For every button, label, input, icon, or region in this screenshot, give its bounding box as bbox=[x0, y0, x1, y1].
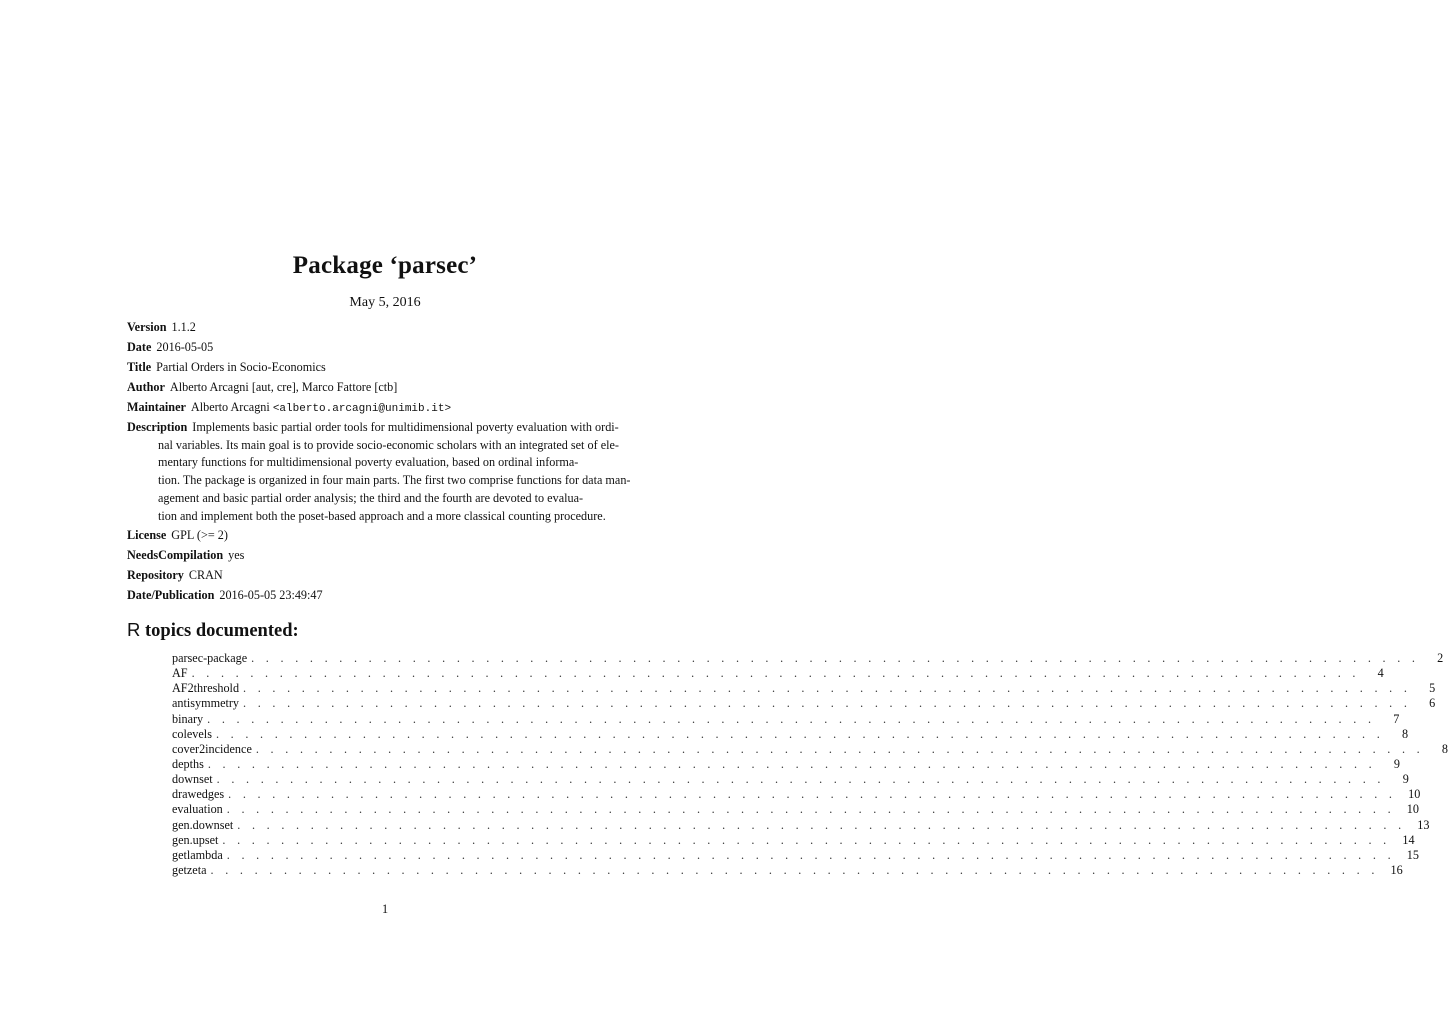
field-needs-compilation bbox=[127, 545, 647, 565]
table-of-contents bbox=[172, 651, 1448, 878]
toc-leader-dots: . . . . . . . . . . . . . . . . . . . . . . . . . . . . . . . . . . . . . . . . . . . . . . . . . . . . . . . . . . . . . . . . . . . . . . . . . . . . . . . . bbox=[226, 802, 1395, 817]
toc-entry[interactable] bbox=[172, 772, 1409, 787]
toc-entry[interactable] bbox=[172, 802, 1419, 817]
toc-entry[interactable] bbox=[172, 726, 1409, 742]
field-value: CRAN bbox=[188, 568, 223, 583]
description-fields bbox=[127, 317, 647, 605]
field-label: Version bbox=[127, 320, 167, 334]
toc-entry-name: AF bbox=[172, 666, 188, 681]
toc-entry-page: 15 bbox=[1406, 847, 1419, 862]
toc-entry[interactable] bbox=[172, 681, 1436, 696]
toc-leader-dots: . . . . . . . . . . . . . . . . . . . . . . . . . . . . . . . . . . . . . . . . . . . . . . . . . . . . . . . . . . . . . . . . . . . . . . . . . . . . . . . . bbox=[222, 832, 1391, 847]
field-value: 1.1.2 bbox=[171, 320, 196, 334]
topics-heading bbox=[127, 619, 299, 642]
toc-entry-page: 4 bbox=[1377, 666, 1384, 681]
toc-leader-dots: . . . . . . . . . . . . . . . . . . . . . . . . . . . . . . . . . . . . . . . . . . . . . . . . . . . . . . . . . . . . . . . . . . . . . . . . . . . . . . . . bbox=[210, 862, 1379, 877]
field-label: NeedsCompilation bbox=[127, 548, 224, 563]
field-value: GPL (>= 2) bbox=[171, 528, 228, 543]
field-description bbox=[127, 419, 647, 525]
maintainer-name: Alberto Arcagni bbox=[190, 400, 270, 414]
toc-entry-name: depths bbox=[172, 756, 204, 771]
toc-entry[interactable] bbox=[172, 817, 1430, 833]
field-label: License bbox=[127, 528, 167, 543]
description-line: tion. The package is organized in four main parts. The first two comprise functions for data man- bbox=[158, 473, 631, 488]
toc-entry[interactable] bbox=[172, 756, 1400, 772]
toc-leader-dots: . . . . . . . . . . . . . . . . . . . . . . . . . . . . . . . . . . . . . . . . . . . . . . . . . . . . . . . . . . . . . . . . . . . . . . . . . . . . . . . . bbox=[255, 741, 1425, 756]
toc-entry[interactable] bbox=[172, 862, 1403, 878]
toc-entry-page: 14 bbox=[1402, 832, 1415, 847]
toc-entry-page: 10 bbox=[1408, 787, 1421, 802]
r-logo-text: R bbox=[127, 619, 141, 640]
description-line: tion and implement both the poset-based approach and a more classical counting procedure. bbox=[158, 508, 606, 523]
field-label: Title bbox=[127, 360, 152, 374]
field-repository bbox=[127, 565, 647, 585]
field-value: Partial Orders in Socio-Economics bbox=[156, 360, 326, 374]
toc-entry-name: getlambda bbox=[172, 847, 223, 862]
field-license bbox=[127, 525, 647, 545]
toc-leader-dots: . . . . . . . . . . . . . . . . . . . . . . . . . . . . . . . . . . . . . . . . . . . . . . . . . . . . . . . . . . . . . . . . . . . . . . . . . . . . . . . . bbox=[207, 711, 1376, 726]
description-line: mentary functions for multidimensional poverty evaluation, based on ordinal informa- bbox=[158, 455, 579, 470]
toc-entry-name: downset bbox=[172, 772, 213, 787]
toc-entry-name: AF2threshold bbox=[172, 681, 240, 696]
toc-entry-page: 9 bbox=[1402, 772, 1409, 787]
toc-entry[interactable] bbox=[172, 666, 1384, 681]
toc-entry-page: 6 bbox=[1429, 696, 1436, 711]
toc-entry-page: 7 bbox=[1393, 711, 1400, 726]
toc-leader-dots: . . . . . . . . . . . . . . . . . . . . . . . . . . . . . . . . . . . . . . . . . . . . . . . . . . . . . . . . . . . . . . . . . . . . . . . . . . . . . . . . bbox=[251, 651, 1420, 665]
field-value: 2016-05-05 bbox=[156, 340, 214, 354]
description-line: Implements basic partial order tools for multidimensional poverty evaluation with ordi- bbox=[192, 420, 619, 434]
toc-leader-dots: . . . . . . . . . . . . . . . . . . . . . . . . . . . . . . . . . . . . . . . . . . . . . . . . . . . . . . . . . . . . . . . . . . . . . . . . . . . . . . . . bbox=[216, 772, 1385, 787]
field-label: Description bbox=[127, 420, 188, 434]
toc-entry-name: binary bbox=[172, 711, 204, 726]
toc-entry-name: evaluation bbox=[172, 802, 223, 817]
toc-entry-page: 9 bbox=[1393, 756, 1400, 771]
toc-entry-page: 16 bbox=[1390, 862, 1403, 877]
toc-entry-name: gen.downset bbox=[172, 817, 234, 832]
toc-entry[interactable] bbox=[172, 787, 1421, 802]
toc-entry[interactable] bbox=[172, 651, 1444, 666]
toc-leader-dots: . . . . . . . . . . . . . . . . . . . . . . . . . . . . . . . . . . . . . . . . . . . . . . . . . . . . . . . . . . . . . . . . . . . . . . . . . . . . . . . . bbox=[228, 787, 1397, 802]
toc-entry[interactable] bbox=[172, 711, 1400, 727]
toc-entry-page: 2 bbox=[1437, 651, 1444, 665]
toc-leader-dots: . . . . . . . . . . . . . . . . . . . . . . . . . . . . . . . . . . . . . . . . . . . . . . . . . . . . . . . . . . . . . . . . . . . . . . . . . . . . . . . . bbox=[237, 817, 1406, 832]
field-label: Date bbox=[127, 340, 152, 354]
toc-entry[interactable] bbox=[172, 832, 1415, 848]
field-date bbox=[127, 337, 647, 357]
toc-entry-page: 10 bbox=[1406, 802, 1419, 817]
maintainer-email: <alberto.arcagni@unimib.it> bbox=[272, 403, 452, 415]
toc-leader-dots: . . . . . . . . . . . . . . . . . . . . . . . . . . . . . . . . . . . . . . . . . . . . . . . . . . . . . . . . . . . . . . . . . . . . . . . . . . . . . . . . bbox=[215, 726, 1385, 741]
description-line: agement and basic partial order analysis; the third and the fourth are devoted to evalua- bbox=[158, 490, 584, 505]
toc-entry-name: drawedges bbox=[172, 787, 225, 802]
toc-entry-page: 8 bbox=[1402, 726, 1409, 741]
page-number: 1 bbox=[381, 902, 389, 916]
field-label: Date/Publication bbox=[127, 588, 215, 603]
toc-entry[interactable] bbox=[172, 847, 1419, 863]
field-value: yes bbox=[228, 548, 245, 563]
field-title bbox=[127, 357, 647, 377]
toc-entry[interactable] bbox=[172, 741, 1448, 757]
toc-leader-dots: . . . . . . . . . . . . . . . . . . . . . . . . . . . . . . . . . . . . . . . . . . . . . . . . . . . . . . . . . . . . . . . . . . . . . . . . . . . . . . . . bbox=[207, 756, 1376, 771]
toc-entry-page: 8 bbox=[1441, 741, 1448, 756]
package-title: Package ‘parsec’ bbox=[292, 252, 478, 279]
topics-heading-text: topics documented: bbox=[140, 621, 299, 641]
toc-entry-name: antisymmetry bbox=[172, 696, 240, 711]
field-version bbox=[127, 317, 647, 337]
description-line: nal variables. Its main goal is to provide socio-economic scholars with an integrated set of ele- bbox=[158, 437, 619, 452]
toc-entry[interactable] bbox=[172, 696, 1436, 711]
package-date: May 5, 2016 bbox=[349, 295, 421, 310]
field-value: 2016-05-05 23:49:47 bbox=[219, 588, 323, 603]
toc-entry-name: cover2incidence bbox=[172, 741, 252, 756]
toc-entry-name: getzeta bbox=[172, 862, 207, 877]
field-value: Alberto Arcagni [aut, cre], Marco Fattore [ctb] bbox=[169, 380, 398, 394]
field-date-publication bbox=[127, 585, 647, 605]
toc-leader-dots: . . . . . . . . . . . . . . . . . . . . . . . . . . . . . . . . . . . . . . . . . . . . . . . . . . . . . . . . . . . . . . . . . . . . . . . . . . . . . . . . bbox=[243, 681, 1412, 696]
toc-entry-name: colevels bbox=[172, 726, 212, 741]
toc-entry-name: gen.upset bbox=[172, 832, 219, 847]
field-label: Author bbox=[127, 380, 165, 394]
field-maintainer bbox=[127, 397, 647, 419]
field-label: Repository bbox=[127, 568, 184, 583]
toc-leader-dots: . . . . . . . . . . . . . . . . . . . . . . . . . . . . . . . . . . . . . . . . . . . . . . . . . . . . . . . . . . . . . . . . . . . . . . . . . . . . . . . . bbox=[191, 666, 1360, 681]
toc-leader-dots: . . . . . . . . . . . . . . . . . . . . . . . . . . . . . . . . . . . . . . . . . . . . . . . . . . . . . . . . . . . . . . . . . . . . . . . . . . . . . . . . bbox=[243, 696, 1412, 711]
toc-entry-name: parsec-package bbox=[172, 651, 248, 665]
toc-entry-page: 13 bbox=[1417, 817, 1430, 832]
toc-entry-page: 5 bbox=[1429, 681, 1436, 696]
field-author bbox=[127, 377, 647, 397]
field-label: Maintainer bbox=[127, 400, 186, 414]
toc-leader-dots: . . . . . . . . . . . . . . . . . . . . . . . . . . . . . . . . . . . . . . . . . . . . . . . . . . . . . . . . . . . . . . . . . . . . . . . . . . . . . . . . bbox=[226, 847, 1395, 862]
